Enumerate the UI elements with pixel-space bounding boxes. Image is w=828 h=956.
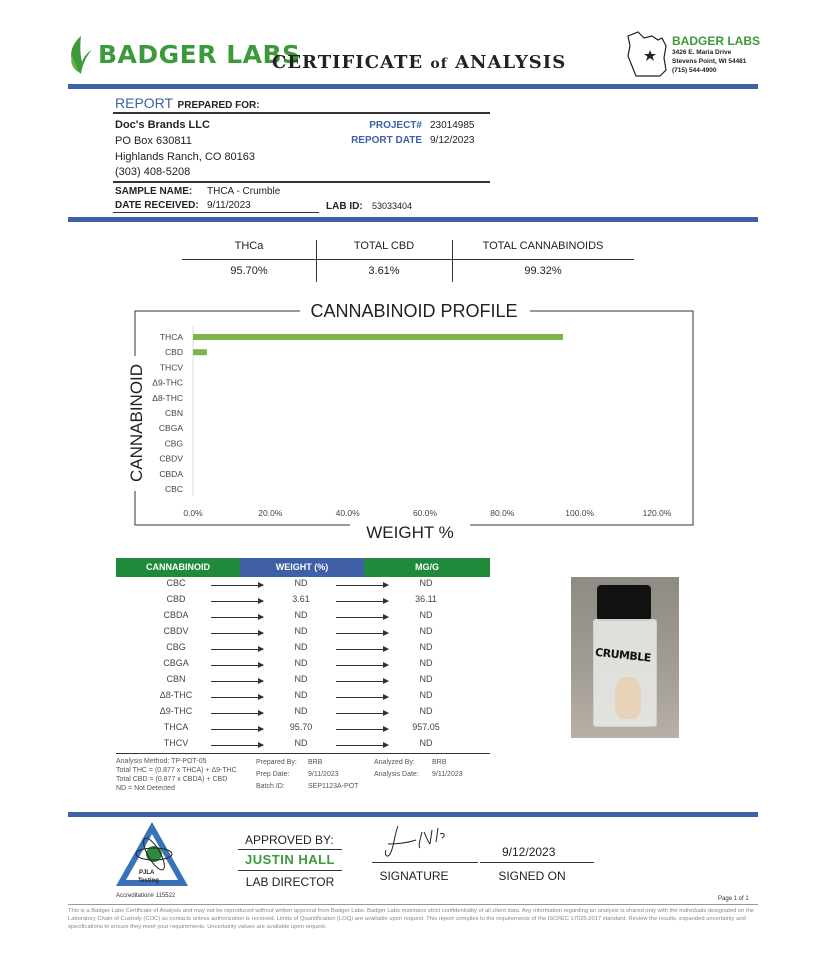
x-tick-label: 80.0% xyxy=(490,508,515,518)
lab-phone: (715) 544-4900 xyxy=(672,67,717,74)
sample-name-label: SAMPLE NAME: xyxy=(115,186,193,197)
analysis-notes xyxy=(116,757,256,793)
table-row xyxy=(116,610,490,626)
prep-date-label: Prep Date: xyxy=(256,770,290,778)
disclaimer: This is a Badger Labs Certificate of Analysis and may not be reproduced without written approval from Badger Labs. Badger Labs maintains strict confidentiality of all client data. Any information regarding an analysis is shared only with the individuals designated on the Laboratory Chain of Custody (COC) as contacts unless authorization is received. Limits of Quantification (LOQ) are available upon request. This report complies to the requirements of the ISO/IEC 17025:2017 standard. Review the results, expanded uncertainty and specifications to ensure they meet your requirements. Uncertainty values are available upon request. xyxy=(68,908,755,931)
lab-id-label: LAB ID: xyxy=(326,201,363,212)
logo-text: BADGER LABS xyxy=(98,40,301,69)
weight-value: ND xyxy=(294,626,308,636)
analyzed-by-label: Analyzed By: xyxy=(374,759,415,766)
total-cbd-formula: Total CBD = (0.877 x CBDA) + CBD xyxy=(116,776,228,784)
cannabinoid-name: CBDV xyxy=(163,626,189,636)
table-row xyxy=(116,578,490,594)
analysis-date-label: Analysis Date: xyxy=(374,770,419,778)
disclaimer-line xyxy=(68,904,758,905)
prepared-by: BRB xyxy=(308,759,323,766)
approver-line-1 xyxy=(238,849,342,850)
weight-value: ND xyxy=(294,706,308,716)
y-tick-label: Δ8-THC xyxy=(152,392,183,403)
title-of: of xyxy=(430,56,448,72)
report-line-top xyxy=(113,112,490,114)
x-tick-label: 40.0% xyxy=(335,508,360,518)
prep-info xyxy=(256,757,376,793)
signed-date: 9/12/2023 xyxy=(502,845,556,859)
lab-address1: 3426 E. Maria Drive xyxy=(672,49,732,56)
mg-value: ND xyxy=(419,610,433,620)
weight-value: ND xyxy=(294,658,308,668)
mg-value: ND xyxy=(419,690,433,700)
y-tick-label: CBN xyxy=(165,408,183,418)
jar-lid xyxy=(597,585,651,621)
mg-value: ND xyxy=(419,738,433,748)
cannabinoid-name: Δ9-THC xyxy=(159,706,193,716)
table-row xyxy=(116,722,490,738)
y-tick-label: CBC xyxy=(165,484,183,494)
report-line-mid xyxy=(113,181,490,183)
date-received-label: DATE RECEIVED: xyxy=(115,200,199,211)
table-row xyxy=(116,690,490,706)
footer-divider xyxy=(68,812,758,817)
table-row xyxy=(116,642,490,658)
report-date-label: REPORT DATE xyxy=(351,135,422,146)
y-tick-label: Δ9-THC xyxy=(152,377,183,388)
chart-xlabel: WEIGHT % xyxy=(366,523,454,542)
x-tick-label: 100.0% xyxy=(565,508,595,518)
mg-value: ND xyxy=(419,642,433,652)
x-tick-label: 20.0% xyxy=(258,508,283,518)
analysis-date: 9/11/2023 xyxy=(432,770,463,778)
wisconsin-map-icon xyxy=(624,30,670,78)
mg-value: ND xyxy=(419,578,433,588)
approver-name: JUSTIN HALL xyxy=(245,852,335,867)
crumble-sample xyxy=(615,677,641,719)
mg-value: ND xyxy=(419,706,433,716)
summary-value-thca: 95.70% xyxy=(230,265,268,277)
y-tick-label: CBDV xyxy=(159,453,183,464)
page-number: Page 1 of 1 xyxy=(718,896,749,902)
nd-note: ND = Not Detected xyxy=(116,785,175,793)
logo xyxy=(68,36,301,76)
cannabinoid-name: CBD xyxy=(166,594,186,604)
client-addr1: PO Box 630811 xyxy=(115,135,192,147)
x-tick-label: 60.0% xyxy=(412,508,438,518)
summary-hline xyxy=(182,259,634,260)
approved-by-label: APPROVED BY: xyxy=(245,833,334,847)
weight-value: 95.70 xyxy=(289,722,313,732)
cannabinoid-name: THCV xyxy=(163,738,189,748)
pjla-testing: Testing xyxy=(138,878,159,884)
approver-line-2 xyxy=(238,870,342,871)
project-label: PROJECT# xyxy=(369,120,422,131)
chart-frame xyxy=(135,311,693,525)
badger-leaf-icon xyxy=(68,36,94,74)
report-heading xyxy=(115,95,260,113)
bar xyxy=(193,334,563,340)
mg-value: 36.11 xyxy=(415,594,437,604)
x-tick-label: 0.0% xyxy=(183,508,203,518)
table-row xyxy=(116,594,490,610)
signed-line xyxy=(480,862,594,863)
col-header-mg: MG/G xyxy=(364,558,490,577)
cannabinoid-name: CBGA xyxy=(163,658,189,668)
cannabinoid-name: CBG xyxy=(166,642,186,652)
cannabinoid-name: Δ8-THC xyxy=(159,690,193,700)
results-bottom-line xyxy=(116,753,490,754)
chart-title: CANNABINOID PROFILE xyxy=(310,301,518,321)
title-part2: ANALYSIS xyxy=(455,52,567,73)
weight-value: ND xyxy=(294,610,308,620)
analyzed-by: BRB xyxy=(432,759,447,766)
y-tick-label: CBG xyxy=(164,438,183,449)
signature-image xyxy=(380,822,460,862)
weight-value: ND xyxy=(294,642,308,652)
summary-label-cbd: TOTAL CBD xyxy=(353,240,415,252)
x-tick-label: 120.0% xyxy=(642,508,672,518)
weight-value: ND xyxy=(294,674,308,684)
y-tick-label: CBD xyxy=(165,347,183,358)
y-tick-label: THCV xyxy=(159,362,183,373)
cannabinoid-name: THCA xyxy=(163,722,189,732)
signature-line xyxy=(372,862,478,863)
summary-value-cbd: 3.61% xyxy=(368,265,400,277)
summary-label-total: TOTAL CANNABINOIDS xyxy=(482,240,604,252)
report-divider xyxy=(68,217,758,222)
report-line-bottom xyxy=(113,212,319,213)
client-addr2: Highlands Ranch, CO 80163 xyxy=(115,151,256,163)
signed-on-label: SIGNED ON xyxy=(498,869,566,883)
client-name: Doc's Brands LLC xyxy=(115,119,210,131)
mg-value: ND xyxy=(419,626,433,636)
accreditation: Accreditation# 115522 xyxy=(116,893,176,899)
sample-name-value: THCA - Crumble xyxy=(207,186,281,197)
table-row xyxy=(116,706,490,722)
analysis-method: Analysis Method: TP-POT-05 xyxy=(116,758,207,765)
batch-id: SEP1123A-POT xyxy=(308,782,359,790)
title-part1: CERTIFICATE xyxy=(272,52,424,73)
summary-table xyxy=(182,240,634,282)
y-tick-label: THCA xyxy=(159,332,183,342)
mg-value: ND xyxy=(419,674,433,684)
report-date-value: 9/12/2023 xyxy=(430,135,475,146)
table-row xyxy=(116,658,490,674)
weight-value: 3.61 xyxy=(292,594,310,604)
client-phone: (303) 408-5208 xyxy=(115,166,191,178)
report-label: REPORT xyxy=(115,95,174,111)
cannabinoid-name: CBC xyxy=(166,578,186,588)
sample-photo xyxy=(571,577,679,738)
cannabinoid-name: CBDA xyxy=(163,610,189,620)
jar-label: CRUMBLE xyxy=(594,645,652,665)
weight-value: ND xyxy=(294,690,308,700)
header-divider xyxy=(68,84,758,89)
table-row xyxy=(116,738,490,754)
lab-address2: Stevens Point, WI 54481 xyxy=(672,58,747,65)
prepared-by-label: Prepared By: xyxy=(256,759,297,766)
certificate-title xyxy=(272,52,566,73)
summary-value-total: 99.32% xyxy=(524,265,562,277)
mg-value: 957.05 xyxy=(412,722,440,732)
signature-label: SIGNATURE xyxy=(379,869,449,883)
analysis-info xyxy=(374,757,494,781)
table-row xyxy=(116,626,490,642)
pjla-text: PJLA xyxy=(139,870,155,876)
y-tick-label: CBGA xyxy=(158,423,183,434)
y-tick-label: CBDA xyxy=(159,468,183,479)
cannabinoid-name: CBN xyxy=(166,674,186,684)
batch-label: Batch ID: xyxy=(256,782,285,790)
lab-info xyxy=(624,30,764,80)
col-header-weight: WEIGHT (%) xyxy=(240,558,364,577)
col-header-cannabinoid: CANNABINOID xyxy=(116,558,240,577)
table-row xyxy=(116,674,490,690)
lab-id-value: 53033404 xyxy=(372,201,413,211)
project-value: 23014985 xyxy=(430,120,475,131)
chart-ylabel: CANNABINOID xyxy=(127,363,146,483)
cannabinoid-profile-chart xyxy=(120,296,700,546)
lab-name: BADGER LABS xyxy=(672,34,761,48)
date-received-value: 9/11/2023 xyxy=(207,200,251,211)
pjla-logo xyxy=(112,820,202,898)
mg-value: ND xyxy=(419,658,433,668)
bar xyxy=(193,349,207,355)
prep-date: 9/11/2023 xyxy=(308,770,339,778)
total-thc-formula: Total THC = (0.877 x THCA) + Δ9-THC xyxy=(116,767,237,775)
prepared-for-label: PREPARED FOR: xyxy=(177,100,260,111)
approver-role: LAB DIRECTOR xyxy=(245,875,335,889)
weight-value: ND xyxy=(294,738,308,748)
summary-label-thca: THCa xyxy=(234,240,264,252)
weight-value: ND xyxy=(294,578,308,588)
